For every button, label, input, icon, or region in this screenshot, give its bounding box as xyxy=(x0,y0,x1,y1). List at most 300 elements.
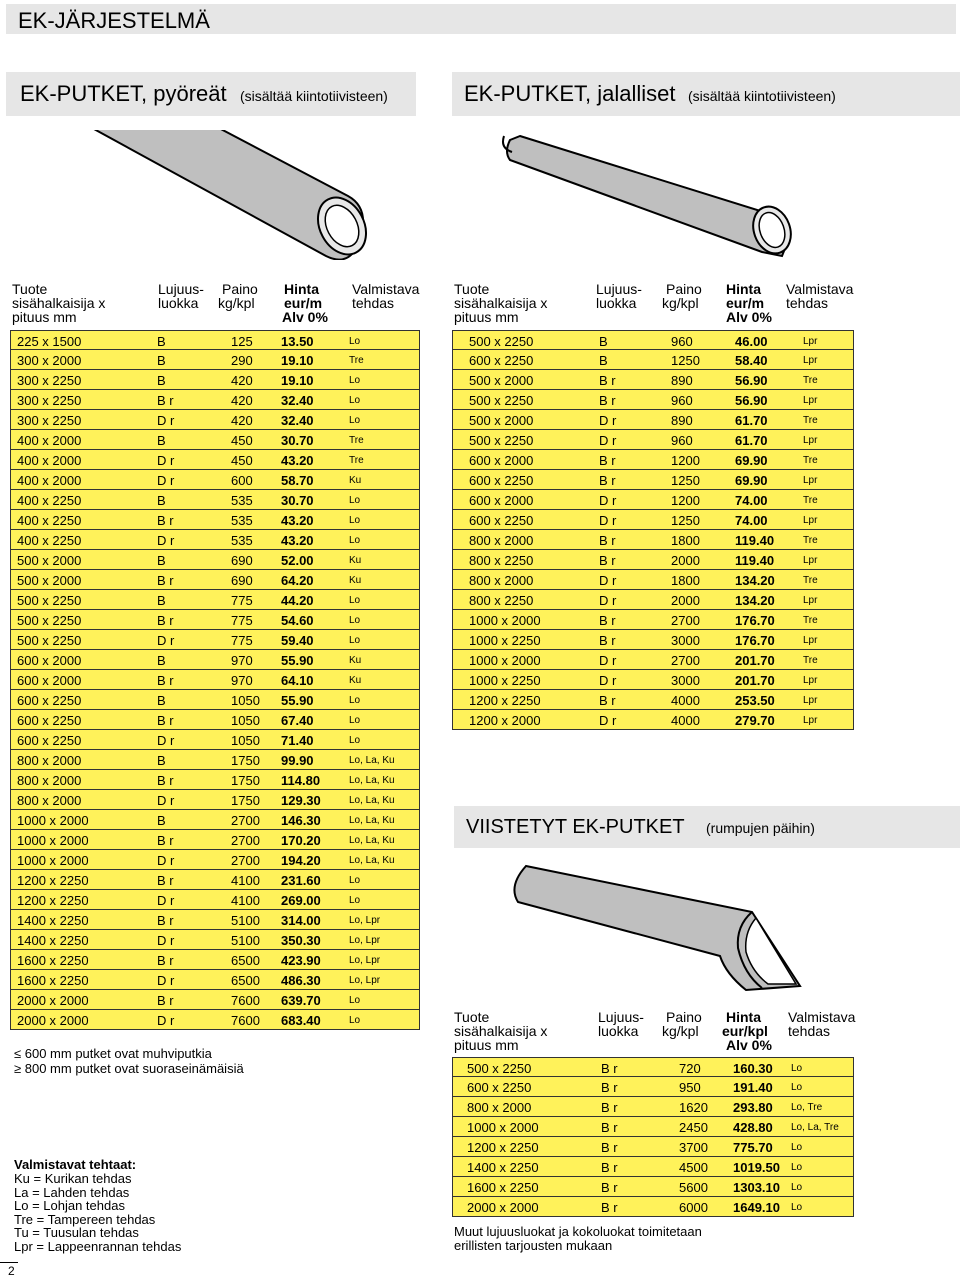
cell-weight: 1750 xyxy=(231,793,260,808)
cell-price: 32.40 xyxy=(281,393,314,408)
table-row xyxy=(10,710,420,730)
hdr-weight-1: Paino xyxy=(666,1009,702,1025)
cell-strength: B r xyxy=(157,773,174,788)
cell-strength: B r xyxy=(157,613,174,628)
cell-product: 2000 x 2000 xyxy=(17,993,89,1008)
cell-product: 300 x 2250 xyxy=(17,393,82,408)
cell-factory: Lo xyxy=(349,375,361,386)
cell-weight: 1200 xyxy=(671,453,700,468)
cell-factory: Tre xyxy=(803,415,818,426)
cell-weight: 450 xyxy=(231,433,253,448)
cell-strength: B r xyxy=(601,1200,618,1215)
cell-weight: 1250 xyxy=(671,473,700,488)
cell-product: 800 x 2250 xyxy=(469,553,534,568)
cell-price: 52.00 xyxy=(281,553,314,568)
table-row xyxy=(452,1057,854,1077)
cell-product: 600 x 2250 xyxy=(467,1080,532,1095)
table-row xyxy=(452,1117,854,1137)
cell-price: 44.20 xyxy=(281,593,314,608)
table-row xyxy=(452,690,854,710)
table-row xyxy=(10,450,420,470)
cell-weight: 2700 xyxy=(231,813,260,828)
page-rule xyxy=(0,1262,18,1263)
cell-factory: Lo xyxy=(349,635,361,646)
cell-factory: Tre xyxy=(803,655,818,666)
cell-price: 55.90 xyxy=(281,653,314,668)
cell-strength: D r xyxy=(157,473,175,488)
table-row xyxy=(452,490,854,510)
cell-strength: D r xyxy=(599,513,617,528)
table-row xyxy=(10,430,420,450)
cell-weight: 2700 xyxy=(671,613,700,628)
table-row xyxy=(10,630,420,650)
cell-price: 74.00 xyxy=(735,513,768,528)
cell-weight: 6500 xyxy=(231,953,260,968)
table-row xyxy=(452,550,854,570)
cell-strength: D r xyxy=(157,413,175,428)
hdr-weight-2: kg/kpl xyxy=(218,295,255,311)
cell-weight: 6000 xyxy=(679,1200,708,1215)
table-row xyxy=(10,990,420,1010)
table-row xyxy=(452,1137,854,1157)
factory-legend-item: Tre = Tampereen tehdas xyxy=(14,1211,156,1227)
cell-price: 46.00 xyxy=(735,334,768,349)
cell-strength: B xyxy=(157,433,166,448)
table-row xyxy=(10,590,420,610)
cell-product: 500 x 2250 xyxy=(469,393,534,408)
cell-weight: 5100 xyxy=(231,913,260,928)
cell-weight: 960 xyxy=(671,433,693,448)
cell-product: 300 x 2000 xyxy=(17,353,82,368)
footed-pipe-illustration xyxy=(490,130,820,260)
factory-legend-item: La = Lahden tehdas xyxy=(14,1184,130,1200)
cell-price: 350.30 xyxy=(281,933,321,948)
cell-price: 54.60 xyxy=(281,613,314,628)
cell-weight: 3000 xyxy=(671,673,700,688)
cell-weight: 2700 xyxy=(671,653,700,668)
cell-product: 600 x 2250 xyxy=(469,513,534,528)
section-band-footed xyxy=(452,72,960,116)
cell-weight: 720 xyxy=(679,1061,701,1076)
cell-weight: 1050 xyxy=(231,693,260,708)
cell-strength: B r xyxy=(157,513,174,528)
cell-product: 1000 x 2000 xyxy=(17,813,89,828)
cell-factory: Lo xyxy=(791,1063,803,1074)
hdr-factory-2: tehdas xyxy=(352,295,395,311)
cell-factory: Lo, Tre xyxy=(791,1102,823,1113)
cell-strength: D r xyxy=(157,633,175,648)
table-row xyxy=(10,950,420,970)
cell-strength: D r xyxy=(599,673,617,688)
cell-product: 400 x 2250 xyxy=(17,533,82,548)
factory-legend-item: Tu = Tuusulan tehdas xyxy=(14,1225,139,1241)
hdr-product-3: pituus mm xyxy=(12,309,77,325)
cell-product: 800 x 2000 xyxy=(469,573,534,588)
cell-weight: 4100 xyxy=(231,893,260,908)
cell-factory: Lo xyxy=(349,995,361,1006)
cell-strength: D r xyxy=(599,433,617,448)
cell-factory: Lo xyxy=(791,1202,803,1213)
hdr-product-3: pituus mm xyxy=(454,1037,519,1053)
cell-product: 1000 x 2250 xyxy=(469,633,541,648)
cell-price: 30.70 xyxy=(281,493,314,508)
cell-strength: B r xyxy=(599,453,616,468)
cell-factory: Ku xyxy=(349,575,362,586)
cell-price: 134.20 xyxy=(735,573,775,588)
cell-price: 56.90 xyxy=(735,393,768,408)
hdr-product-1: Tuote xyxy=(12,281,48,297)
hdr-factory-2: tehdas xyxy=(788,1023,831,1039)
cell-price: 639.70 xyxy=(281,993,321,1008)
note-pipe-type-1: ≤ 600 mm putket ovat muhviputkia xyxy=(14,1046,212,1061)
cell-weight: 1250 xyxy=(671,353,700,368)
cell-product: 1400 x 2250 xyxy=(17,933,89,948)
round-pipe-illustration xyxy=(20,130,400,260)
cell-strength: D r xyxy=(157,933,175,948)
table-row xyxy=(452,650,854,670)
cell-product: 800 x 2000 xyxy=(469,533,534,548)
cell-weight: 950 xyxy=(679,1080,701,1095)
section-title-footed: EK-PUTKET, jalalliset xyxy=(464,81,676,106)
cell-price: 43.20 xyxy=(281,513,314,528)
cell-product: 1400 x 2250 xyxy=(467,1160,539,1175)
cell-factory: Tre xyxy=(803,455,818,466)
table-row xyxy=(452,370,854,390)
hdr-price-3: Alv 0% xyxy=(726,309,772,325)
cell-weight: 2000 xyxy=(671,553,700,568)
hdr-product-2: sisähalkaisija x xyxy=(454,295,548,311)
cell-factory: Lo, Lpr xyxy=(349,915,381,926)
cell-strength: D r xyxy=(157,733,175,748)
cell-price: 99.90 xyxy=(281,753,314,768)
table-row xyxy=(452,470,854,490)
cell-strength: B r xyxy=(157,993,174,1008)
section-band-round xyxy=(6,72,416,116)
cell-factory: Tre xyxy=(803,535,818,546)
hdr-price-1: Hinta xyxy=(726,1009,761,1025)
cell-weight: 890 xyxy=(671,373,693,388)
cell-weight: 125 xyxy=(231,334,253,349)
cell-factory: Lo, Lpr xyxy=(349,955,381,966)
cell-price: 69.90 xyxy=(735,473,768,488)
table-row xyxy=(10,350,420,370)
cell-weight: 3000 xyxy=(671,633,700,648)
hdr-factory-1: Valmistava xyxy=(788,1009,856,1025)
cell-weight: 7600 xyxy=(231,1013,260,1028)
cell-strength: D r xyxy=(157,793,175,808)
cell-product: 225 x 1500 xyxy=(17,334,82,349)
cell-weight: 1800 xyxy=(671,533,700,548)
cell-product: 500 x 2000 xyxy=(17,573,82,588)
cell-weight: 1750 xyxy=(231,773,260,788)
cell-product: 1600 x 2250 xyxy=(17,953,89,968)
cell-price: 683.40 xyxy=(281,1013,321,1028)
cell-product: 1000 x 2000 xyxy=(17,853,89,868)
cell-strength: D r xyxy=(157,893,175,908)
cell-price: 67.40 xyxy=(281,713,314,728)
hdr-product-1: Tuote xyxy=(454,1009,490,1025)
cell-factory: Lo, La, Ku xyxy=(349,815,395,826)
cell-price: 69.90 xyxy=(735,453,768,468)
cell-price: 160.30 xyxy=(733,1061,773,1076)
cell-weight: 775 xyxy=(231,613,253,628)
cell-factory: Lpr xyxy=(803,515,818,526)
table-row xyxy=(10,970,420,990)
cell-weight: 4000 xyxy=(671,713,700,728)
hdr-strength-1: Lujuus- xyxy=(596,281,642,297)
cell-strength: D r xyxy=(157,853,175,868)
cell-strength: D r xyxy=(599,593,617,608)
cell-product: 600 x 2250 xyxy=(17,733,82,748)
hdr-strength-2: luokka xyxy=(158,295,199,311)
cell-product: 400 x 2000 xyxy=(17,473,82,488)
cell-strength: D r xyxy=(157,453,175,468)
cell-factory: Lo, La, Tre xyxy=(791,1122,839,1133)
cell-price: 64.10 xyxy=(281,673,314,688)
cell-factory: Lo xyxy=(349,336,361,347)
cell-price: 314.00 xyxy=(281,913,321,928)
cell-weight: 4000 xyxy=(671,693,700,708)
table-row xyxy=(10,790,420,810)
cell-product: 300 x 2250 xyxy=(17,373,82,388)
cell-weight: 420 xyxy=(231,413,253,428)
table-row xyxy=(452,710,854,730)
cell-weight: 535 xyxy=(231,533,253,548)
table-row xyxy=(10,550,420,570)
cell-price: 119.40 xyxy=(735,553,775,568)
cell-weight: 690 xyxy=(231,553,253,568)
table-row xyxy=(10,510,420,530)
table-row xyxy=(452,350,854,370)
cell-factory: Lo xyxy=(349,715,361,726)
cell-weight: 2450 xyxy=(679,1120,708,1135)
cell-price: 194.20 xyxy=(281,853,321,868)
cell-factory: Lpr xyxy=(803,715,818,726)
cell-factory: Lpr xyxy=(803,695,818,706)
cell-strength: B r xyxy=(157,913,174,928)
cell-strength: B r xyxy=(599,693,616,708)
cell-product: 1600 x 2250 xyxy=(467,1180,539,1195)
cell-weight: 1050 xyxy=(231,713,260,728)
hdr-product-2: sisähalkaisija x xyxy=(454,1023,548,1039)
cell-weight: 1620 xyxy=(679,1100,708,1115)
cell-weight: 3700 xyxy=(679,1140,708,1155)
page-number: 2 xyxy=(8,1264,15,1278)
section-subtitle-round: (sisältää kiintotiivisteen) xyxy=(240,88,388,104)
cell-weight: 960 xyxy=(671,334,693,349)
table-row xyxy=(452,450,854,470)
bevel-pipe-illustration xyxy=(500,856,820,996)
cell-factory: Lo xyxy=(791,1182,803,1193)
cell-strength: B r xyxy=(599,473,616,488)
cell-product: 1000 x 2000 xyxy=(467,1120,539,1135)
cell-factory: Lo, La, Ku xyxy=(349,795,395,806)
hdr-price-3: Alv 0% xyxy=(282,309,328,325)
cell-weight: 7600 xyxy=(231,993,260,1008)
hdr-price-2: eur/m xyxy=(284,295,323,311)
cell-price: 19.10 xyxy=(281,373,314,388)
cell-product: 500 x 2000 xyxy=(469,373,534,388)
cell-factory: Lo xyxy=(349,895,361,906)
cell-price: 64.20 xyxy=(281,573,314,588)
hdr-strength-1: Lujuus- xyxy=(158,281,204,297)
cell-product: 500 x 2250 xyxy=(467,1061,532,1076)
cell-price: 56.90 xyxy=(735,373,768,388)
cell-factory: Tre xyxy=(803,615,818,626)
cell-weight: 970 xyxy=(231,673,253,688)
page-title: EK-JÄRJESTELMÄ xyxy=(18,8,210,33)
cell-factory: Lpr xyxy=(803,675,818,686)
cell-strength: D r xyxy=(599,653,617,668)
table-row xyxy=(10,770,420,790)
cell-product: 1200 x 2250 xyxy=(17,873,89,888)
cell-price: 59.40 xyxy=(281,633,314,648)
factory-legend-item: Lo = Lohjan tehdas xyxy=(14,1198,125,1214)
factories-title: Valmistavat tehtaat: xyxy=(14,1157,137,1172)
cell-weight: 4100 xyxy=(231,873,260,888)
cell-weight: 6500 xyxy=(231,973,260,988)
cell-price: 119.40 xyxy=(735,533,775,548)
table-row xyxy=(452,410,854,430)
cell-factory: Lo, La, Ku xyxy=(349,855,395,866)
cell-price: 1303.10 xyxy=(733,1180,780,1195)
cell-price: 58.40 xyxy=(735,353,768,368)
table-row xyxy=(10,830,420,850)
hdr-weight-2: kg/kpl xyxy=(662,1023,699,1039)
cell-strength: B r xyxy=(157,573,174,588)
hdr-factory-1: Valmistava xyxy=(352,281,420,297)
cell-weight: 1750 xyxy=(231,753,260,768)
cell-weight: 960 xyxy=(671,393,693,408)
cell-price: 176.70 xyxy=(735,633,775,648)
table-row xyxy=(452,530,854,550)
cell-product: 800 x 2000 xyxy=(17,793,82,808)
cell-price: 423.90 xyxy=(281,953,321,968)
cell-price: 61.70 xyxy=(735,433,768,448)
table-row xyxy=(10,390,420,410)
cell-weight: 2700 xyxy=(231,833,260,848)
hdr-price-1: Hinta xyxy=(726,281,761,297)
cell-factory: Lo, Lpr xyxy=(349,935,381,946)
cell-factory: Lo, La, Ku xyxy=(349,775,395,786)
table-row xyxy=(452,1157,854,1177)
cell-product: 400 x 2000 xyxy=(17,433,82,448)
hdr-product-1: Tuote xyxy=(454,281,490,297)
table-row xyxy=(452,430,854,450)
cell-product: 2000 x 2000 xyxy=(17,1013,89,1028)
cell-factory: Lpr xyxy=(803,395,818,406)
cell-strength: D r xyxy=(599,413,617,428)
cell-strength: B r xyxy=(599,393,616,408)
cell-factory: Lpr xyxy=(803,435,818,446)
cell-factory: Lpr xyxy=(803,555,818,566)
cell-price: 1649.10 xyxy=(733,1200,780,1215)
table-row xyxy=(10,810,420,830)
cell-weight: 970 xyxy=(231,653,253,668)
cell-product: 500 x 2000 xyxy=(17,553,82,568)
cell-weight: 2700 xyxy=(231,853,260,868)
table-row xyxy=(10,1010,420,1030)
cell-product: 600 x 2250 xyxy=(469,353,534,368)
cell-weight: 600 xyxy=(231,473,253,488)
cell-factory: Lo xyxy=(791,1162,803,1173)
hdr-price-3: Alv 0% xyxy=(726,1037,772,1053)
cell-price: 176.70 xyxy=(735,613,775,628)
cell-strength: B r xyxy=(157,713,174,728)
cell-strength: B r xyxy=(599,553,616,568)
cell-strength: B r xyxy=(601,1120,618,1135)
cell-strength: B r xyxy=(601,1140,618,1155)
cell-strength: B r xyxy=(601,1180,618,1195)
table-row xyxy=(10,610,420,630)
cell-price: 55.90 xyxy=(281,693,314,708)
cell-factory: Tre xyxy=(803,575,818,586)
hdr-strength-2: luokka xyxy=(596,295,637,311)
cell-factory: Lo xyxy=(349,875,361,886)
cell-weight: 450 xyxy=(231,453,253,468)
cell-product: 1200 x 2250 xyxy=(467,1140,539,1155)
cell-product: 300 x 2250 xyxy=(17,413,82,428)
cell-strength: B xyxy=(157,553,166,568)
hdr-weight-2: kg/kpl xyxy=(662,295,699,311)
cell-strength: B xyxy=(157,753,166,768)
cell-strength: B r xyxy=(601,1100,618,1115)
cell-strength: B r xyxy=(157,953,174,968)
cell-price: 43.20 xyxy=(281,453,314,468)
cell-factory: Lpr xyxy=(803,355,818,366)
cell-product: 500 x 2250 xyxy=(17,593,82,608)
cell-product: 1400 x 2250 xyxy=(17,913,89,928)
cell-price: 428.80 xyxy=(733,1120,773,1135)
cell-strength: B r xyxy=(601,1080,618,1095)
cell-factory: Tre xyxy=(803,375,818,386)
table-row xyxy=(10,690,420,710)
cell-weight: 535 xyxy=(231,493,253,508)
cell-price: 486.30 xyxy=(281,973,321,988)
cell-strength: D r xyxy=(599,713,617,728)
cell-factory: Lo xyxy=(349,735,361,746)
cell-product: 600 x 2250 xyxy=(469,473,534,488)
cell-product: 800 x 2000 xyxy=(17,753,82,768)
cell-price: 43.20 xyxy=(281,533,314,548)
cell-weight: 4500 xyxy=(679,1160,708,1175)
cell-strength: B r xyxy=(601,1160,618,1175)
cell-weight: 5100 xyxy=(231,933,260,948)
cell-price: 30.70 xyxy=(281,433,314,448)
cell-strength: D r xyxy=(599,573,617,588)
cell-factory: Tre xyxy=(349,455,364,466)
cell-weight: 775 xyxy=(231,633,253,648)
page-header-bar xyxy=(6,4,956,34)
hdr-price-2: eur/kpl xyxy=(722,1023,768,1039)
cell-strength: B r xyxy=(599,373,616,388)
cell-price: 19.10 xyxy=(281,353,314,368)
cell-factory: Lo xyxy=(791,1142,803,1153)
cell-price: 201.70 xyxy=(735,673,775,688)
hdr-product-3: pituus mm xyxy=(454,309,519,325)
cell-price: 170.20 xyxy=(281,833,321,848)
cell-weight: 535 xyxy=(231,513,253,528)
cell-factory: Tre xyxy=(349,435,364,446)
note-extra-2: erillisten tarjousten mukaan xyxy=(454,1238,613,1253)
table-row xyxy=(10,370,420,390)
cell-strength: B xyxy=(157,693,166,708)
hdr-weight-1: Paino xyxy=(222,281,258,297)
hdr-strength-1: Lujuus- xyxy=(598,1009,644,1025)
section-subtitle-bevel: (rumpujen päihin) xyxy=(706,820,815,836)
cell-strength: B r xyxy=(157,673,174,688)
table-row xyxy=(10,650,420,670)
